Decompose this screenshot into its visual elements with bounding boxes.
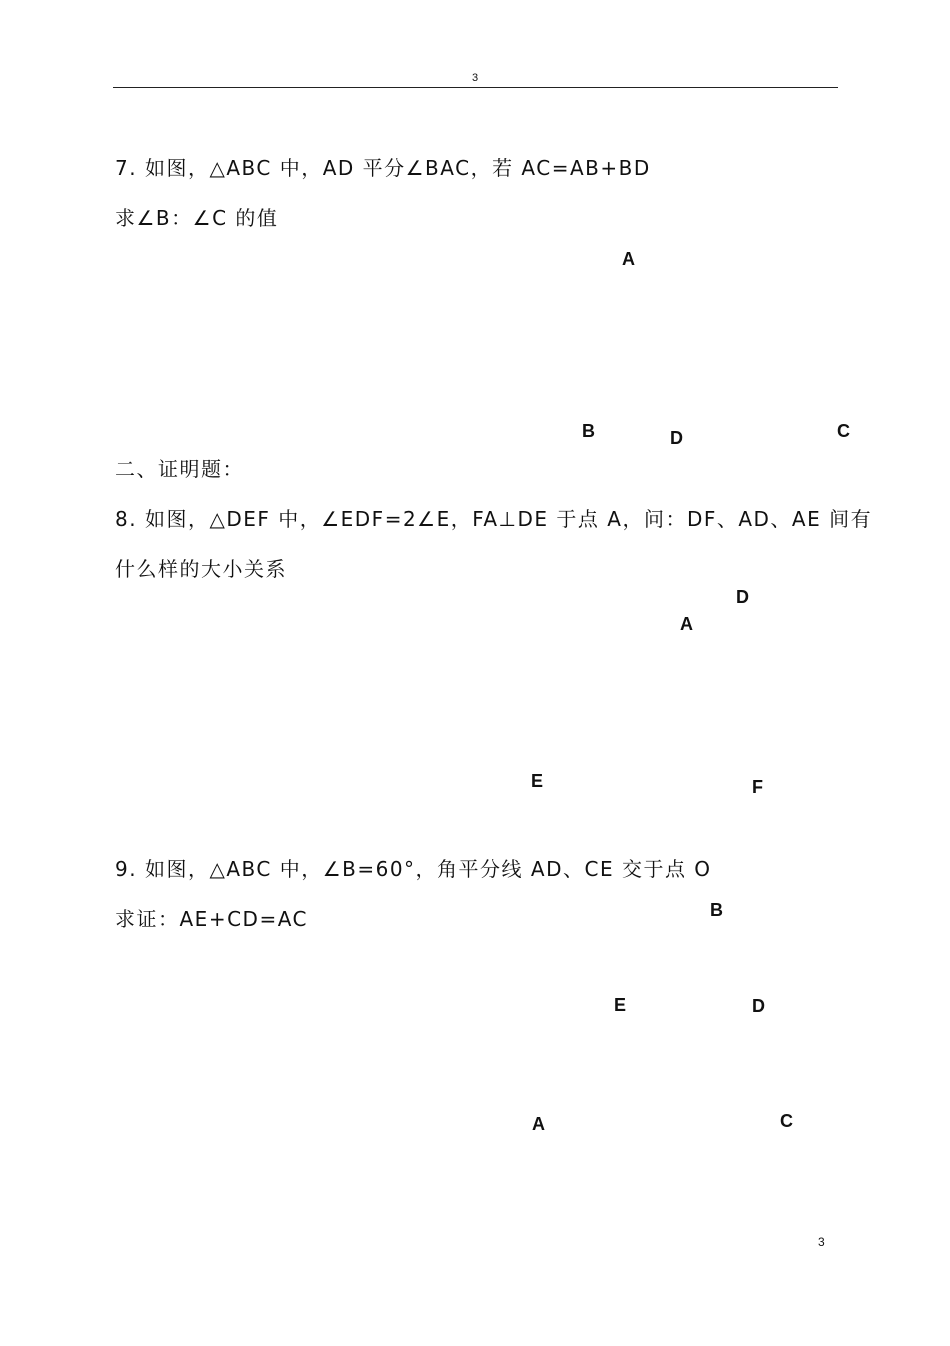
figure-7-label-a: A — [622, 249, 635, 269]
figure-9-label-d: D — [752, 996, 765, 1016]
section-heading: 二、证明题： — [115, 457, 244, 481]
figure-8-label-e: E — [531, 771, 544, 791]
figure-9-label-e: E — [614, 995, 627, 1015]
figure-8-label-d: D — [736, 587, 749, 607]
question-7-line-1: 7. 如图，△ABC 中，AD 平分∠BAC，若 AC=AB+BD — [115, 156, 651, 180]
figure-7-label-c: C — [837, 421, 850, 441]
figure-7-label-d: D — [670, 428, 683, 448]
figure-9-label-a: A — [532, 1114, 545, 1134]
figure-9-label-c: C — [780, 1111, 793, 1131]
question-8-line-1: 8. 如图，△DEF 中，∠EDF=2∠E，FA⊥DE 于点 A，问：DF、AD、AE 间有 — [115, 507, 873, 531]
footer-page-number: 3 — [818, 1235, 825, 1249]
figure-8-label-a: A — [680, 614, 693, 634]
figure-9-label-b: B — [710, 900, 723, 920]
figure-8-label-f: F — [752, 777, 763, 797]
header-rule — [113, 87, 838, 88]
header-page-number: 3 — [471, 72, 479, 84]
figure-7-label-b: B — [582, 421, 595, 441]
question-9-line-2: 求证：AE+CD=AC — [115, 907, 308, 931]
question-9-line-1: 9. 如图，△ABC 中，∠B=60°，角平分线 AD、CE 交于点 O — [115, 857, 712, 881]
question-8-line-2: 什么样的大小关系 — [115, 557, 287, 581]
question-7-line-2: 求∠B：∠C 的值 — [115, 206, 279, 230]
